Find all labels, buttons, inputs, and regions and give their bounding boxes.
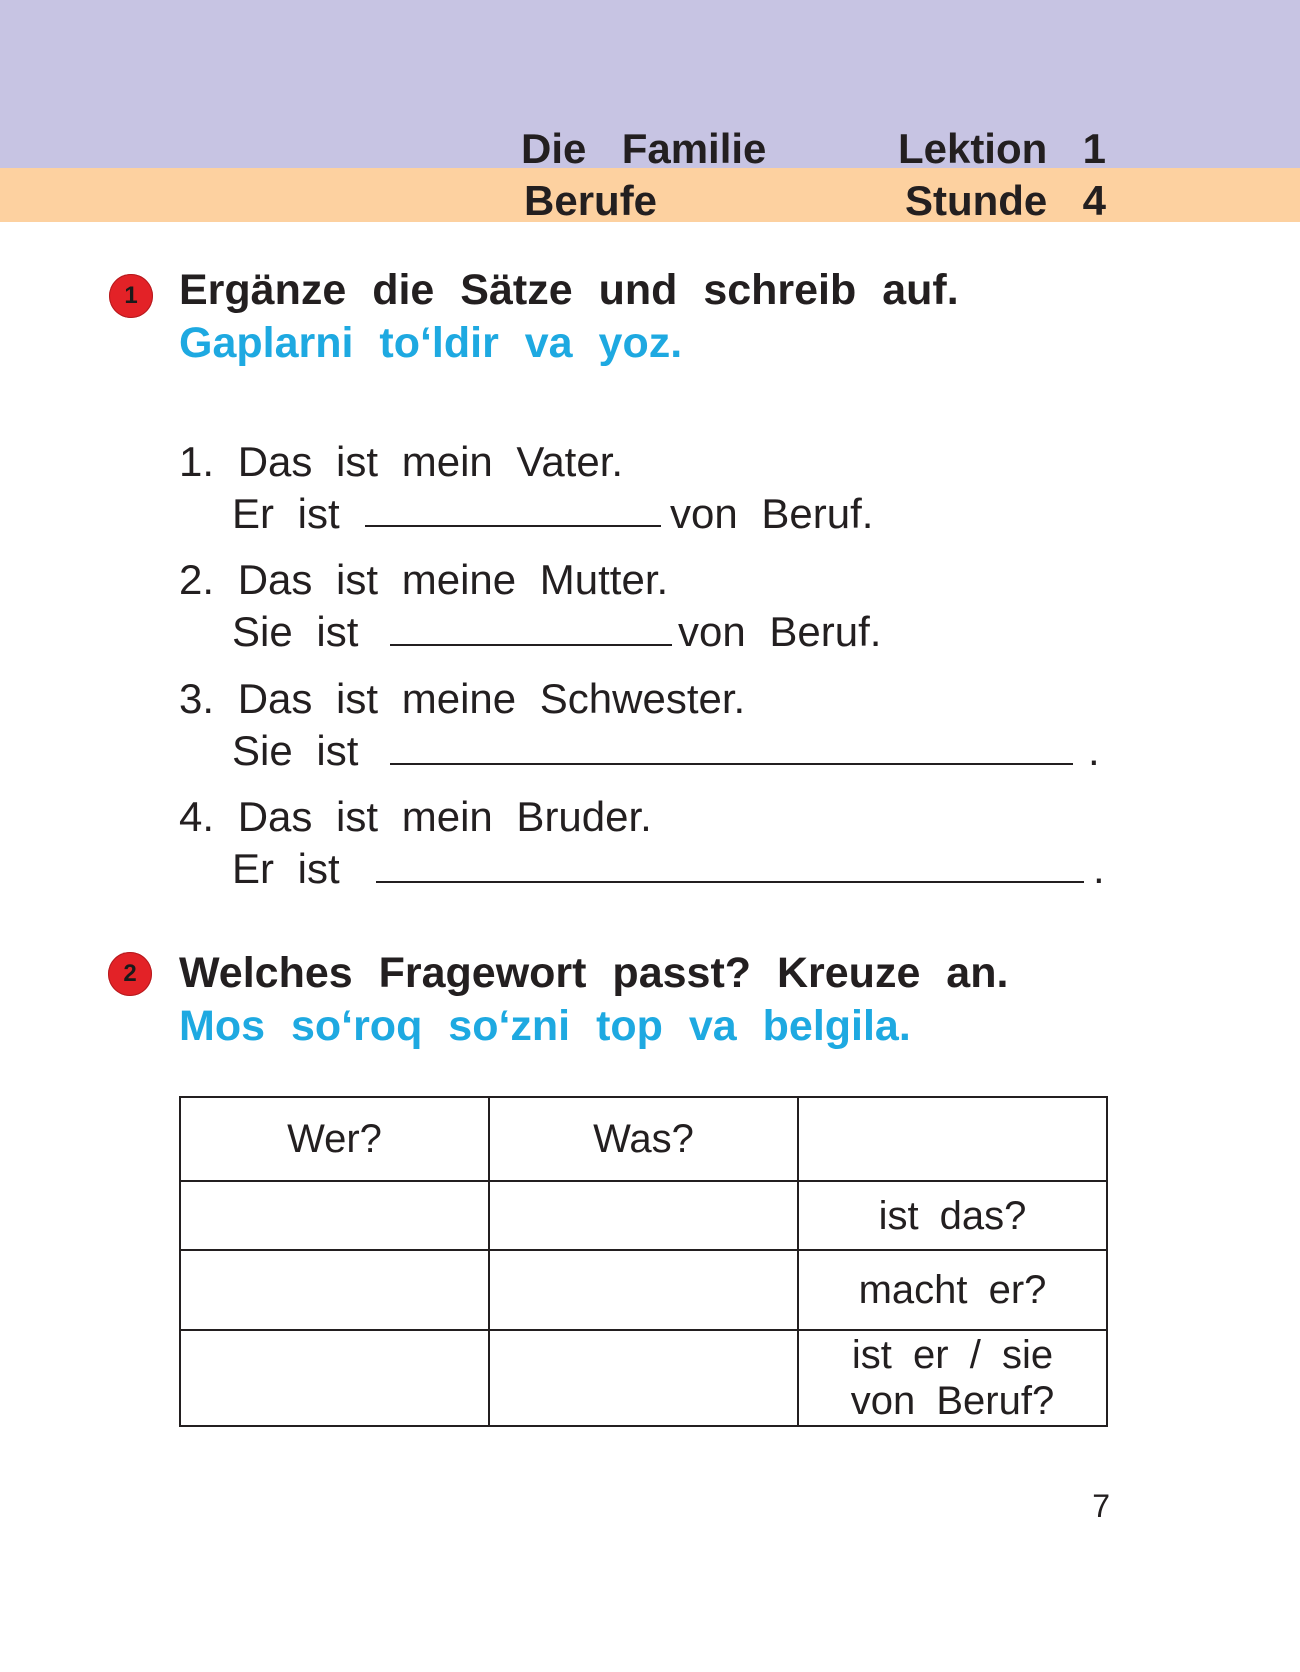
- checkbox-cell-was-1[interactable]: [489, 1181, 798, 1250]
- phrase-cell-1: ist das?: [798, 1181, 1107, 1250]
- task-1-instruction-uz: Gaplarni to‘ldir va yoz.: [179, 319, 683, 367]
- task-1-badge: 1: [109, 274, 153, 318]
- checkbox-cell-wer-2[interactable]: [180, 1250, 489, 1330]
- exercise-item-2-prefix: Sie ist: [232, 608, 359, 655]
- table-header-empty: [798, 1097, 1107, 1181]
- exercise-item-2-suffix: von Beruf.: [678, 608, 882, 655]
- table-header-wer: Wer?: [180, 1097, 489, 1181]
- exercise-item-4-blank[interactable]: [376, 881, 1084, 883]
- question-word-table: [179, 1096, 1108, 1427]
- exercise-item-2-sentence: 2. Das ist meine Mutter.: [179, 556, 669, 603]
- lesson-label: Lektion 1: [897, 125, 1106, 172]
- exercise-item-4-prefix: Er ist: [232, 845, 340, 892]
- checkbox-cell-wer-1[interactable]: [180, 1181, 489, 1250]
- exercise-item-1-blank[interactable]: [365, 525, 661, 527]
- phrase-cell-3-line-2: von Beruf?: [850, 1379, 1055, 1423]
- checkbox-cell-was-3[interactable]: [489, 1330, 798, 1426]
- task-2-instruction-de: Welches Fragewort passt? Kreuze an.: [179, 949, 1009, 997]
- exercise-item-3-blank[interactable]: [390, 763, 1073, 765]
- checkbox-cell-wer-3[interactable]: [180, 1330, 489, 1426]
- phrase-cell-2: macht er?: [798, 1250, 1107, 1330]
- task-2-instruction-uz: Mos so‘roq so‘zni top va belgila.: [179, 1002, 911, 1050]
- checkbox-cell-was-2[interactable]: [489, 1250, 798, 1330]
- exercise-item-1-suffix: von Beruf.: [670, 490, 874, 537]
- exercise-item-3-prefix: Sie ist: [232, 727, 359, 774]
- exercise-item-3-period: .: [1088, 727, 1100, 774]
- task-2-badge: 2: [108, 952, 152, 996]
- exercise-item-2-blank[interactable]: [390, 644, 672, 646]
- task-1-instruction-de: Ergänze die Sätze und schreib auf.: [179, 266, 959, 314]
- page-number: 7: [1092, 1488, 1110, 1524]
- phrase-cell-3: [798, 1330, 1107, 1426]
- table-header-was: Was?: [489, 1097, 798, 1181]
- topic-title: Die Familie: [521, 125, 767, 172]
- exercise-item-3-sentence: 3. Das ist meine Schwester.: [179, 675, 746, 722]
- exercise-item-4-sentence: 4. Das ist mein Bruder.: [179, 793, 652, 840]
- hour-label: Stunde 4: [904, 177, 1106, 224]
- phrase-cell-3-line-1: ist er / sie: [851, 1333, 1054, 1377]
- exercise-item-1-prefix: Er ist: [232, 490, 340, 537]
- subtopic-title: Berufe: [524, 177, 658, 224]
- exercise-item-1-sentence: 1. Das ist mein Vater.: [179, 438, 624, 485]
- table-header-row: [180, 1097, 1107, 1181]
- exercise-item-4-period: .: [1093, 845, 1105, 892]
- table-row: [180, 1250, 1107, 1330]
- table-row: [180, 1330, 1107, 1426]
- table-row: [180, 1181, 1107, 1250]
